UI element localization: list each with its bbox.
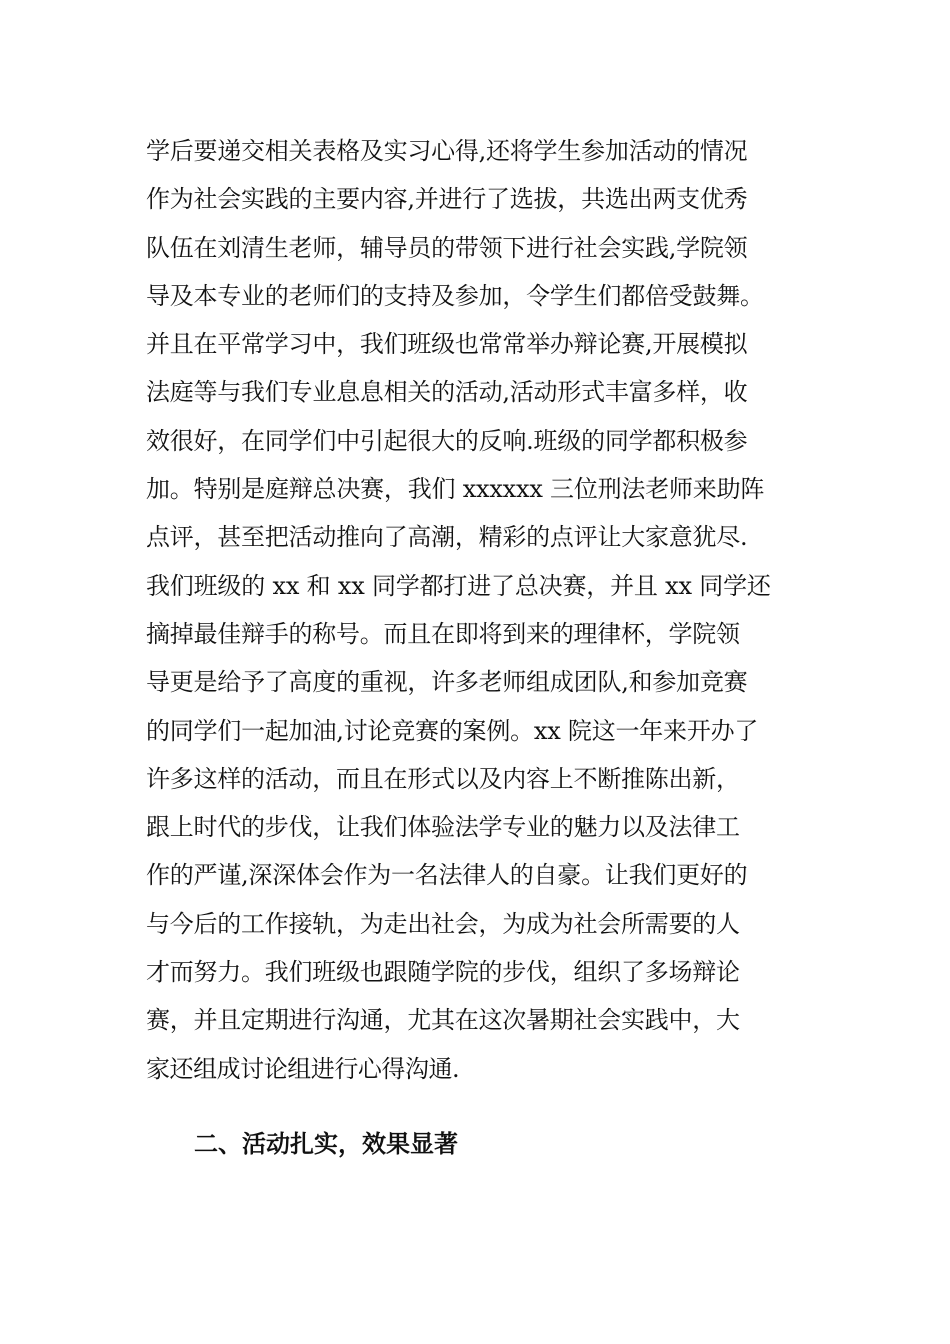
paragraph-line: 导更是给予了高度的重视，许多老师组成团队,和参加竞赛 [146,668,748,697]
paragraph-line: 家还组成讨论组进行心得沟通. [146,1054,460,1083]
body-paragraph [146,127,806,1093]
paragraph-line: 点评，甚至把活动推向了高潮，精彩的点评让大家意犹尽. [146,523,748,552]
paragraph-line: 才而努力。我们班级也跟随学院的步伐，组织了多场辩论 [146,958,740,987]
paragraph-line: 队伍在刘清生老师，辅导员的带领下进行社会实践,学院领 [146,233,748,262]
paragraph-line: 赛，并且定期进行沟通，尤其在这次暑期社会实践中，大 [146,1006,740,1035]
paragraph-line: 我们班级的 xx 和 xx 同学都打进了总决赛，并且 xx 同学还 [146,571,771,600]
paragraph-line: 加。特别是庭辩总决赛，我们 xxxxxx 三位刑法老师来助阵 [146,475,765,504]
paragraph-line: 法庭等与我们专业息息相关的活动,活动形式丰富多样，收 [146,378,748,407]
paragraph-line: 学后要递交相关表格及实习心得,还将学生参加活动的情况 [146,137,748,165]
paragraph-line: 效很好，在同学们中引起很大的反响.班级的同学都积极参 [146,426,748,455]
paragraph-line: 许多这样的活动，而且在形式以及内容上不断推陈出新， [146,764,740,793]
paragraph-line: 的同学们一起加油,讨论竞赛的案例。xx 院这一年来开办了 [146,716,759,745]
paragraph-line: 与今后的工作接轨，为走出社会，为成为社会所需要的人 [146,909,740,938]
paragraph-line: 作的严谨,深深体会作为一名法律人的自豪。让我们更好的 [146,861,748,890]
paragraph-line: 并且在平常学习中，我们班级也常常举办辩论赛,开展模拟 [146,330,748,359]
paragraph-line: 作为社会实践的主要内容,并进行了选拔，共选出两支优秀 [146,185,748,214]
paragraph-line: 导及本专业的老师们的支持及参加，令学生们都倍受鼓舞。 [146,281,764,310]
section-heading: 二、活动扎实，效果显著 [194,1130,458,1158]
paragraph-line: 摘掉最佳辩手的称号。而且在即将到来的理律杯，学院领 [146,619,740,648]
paragraph-line: 跟上时代的步伐，让我们体验法学专业的魅力以及法律工 [146,813,740,842]
